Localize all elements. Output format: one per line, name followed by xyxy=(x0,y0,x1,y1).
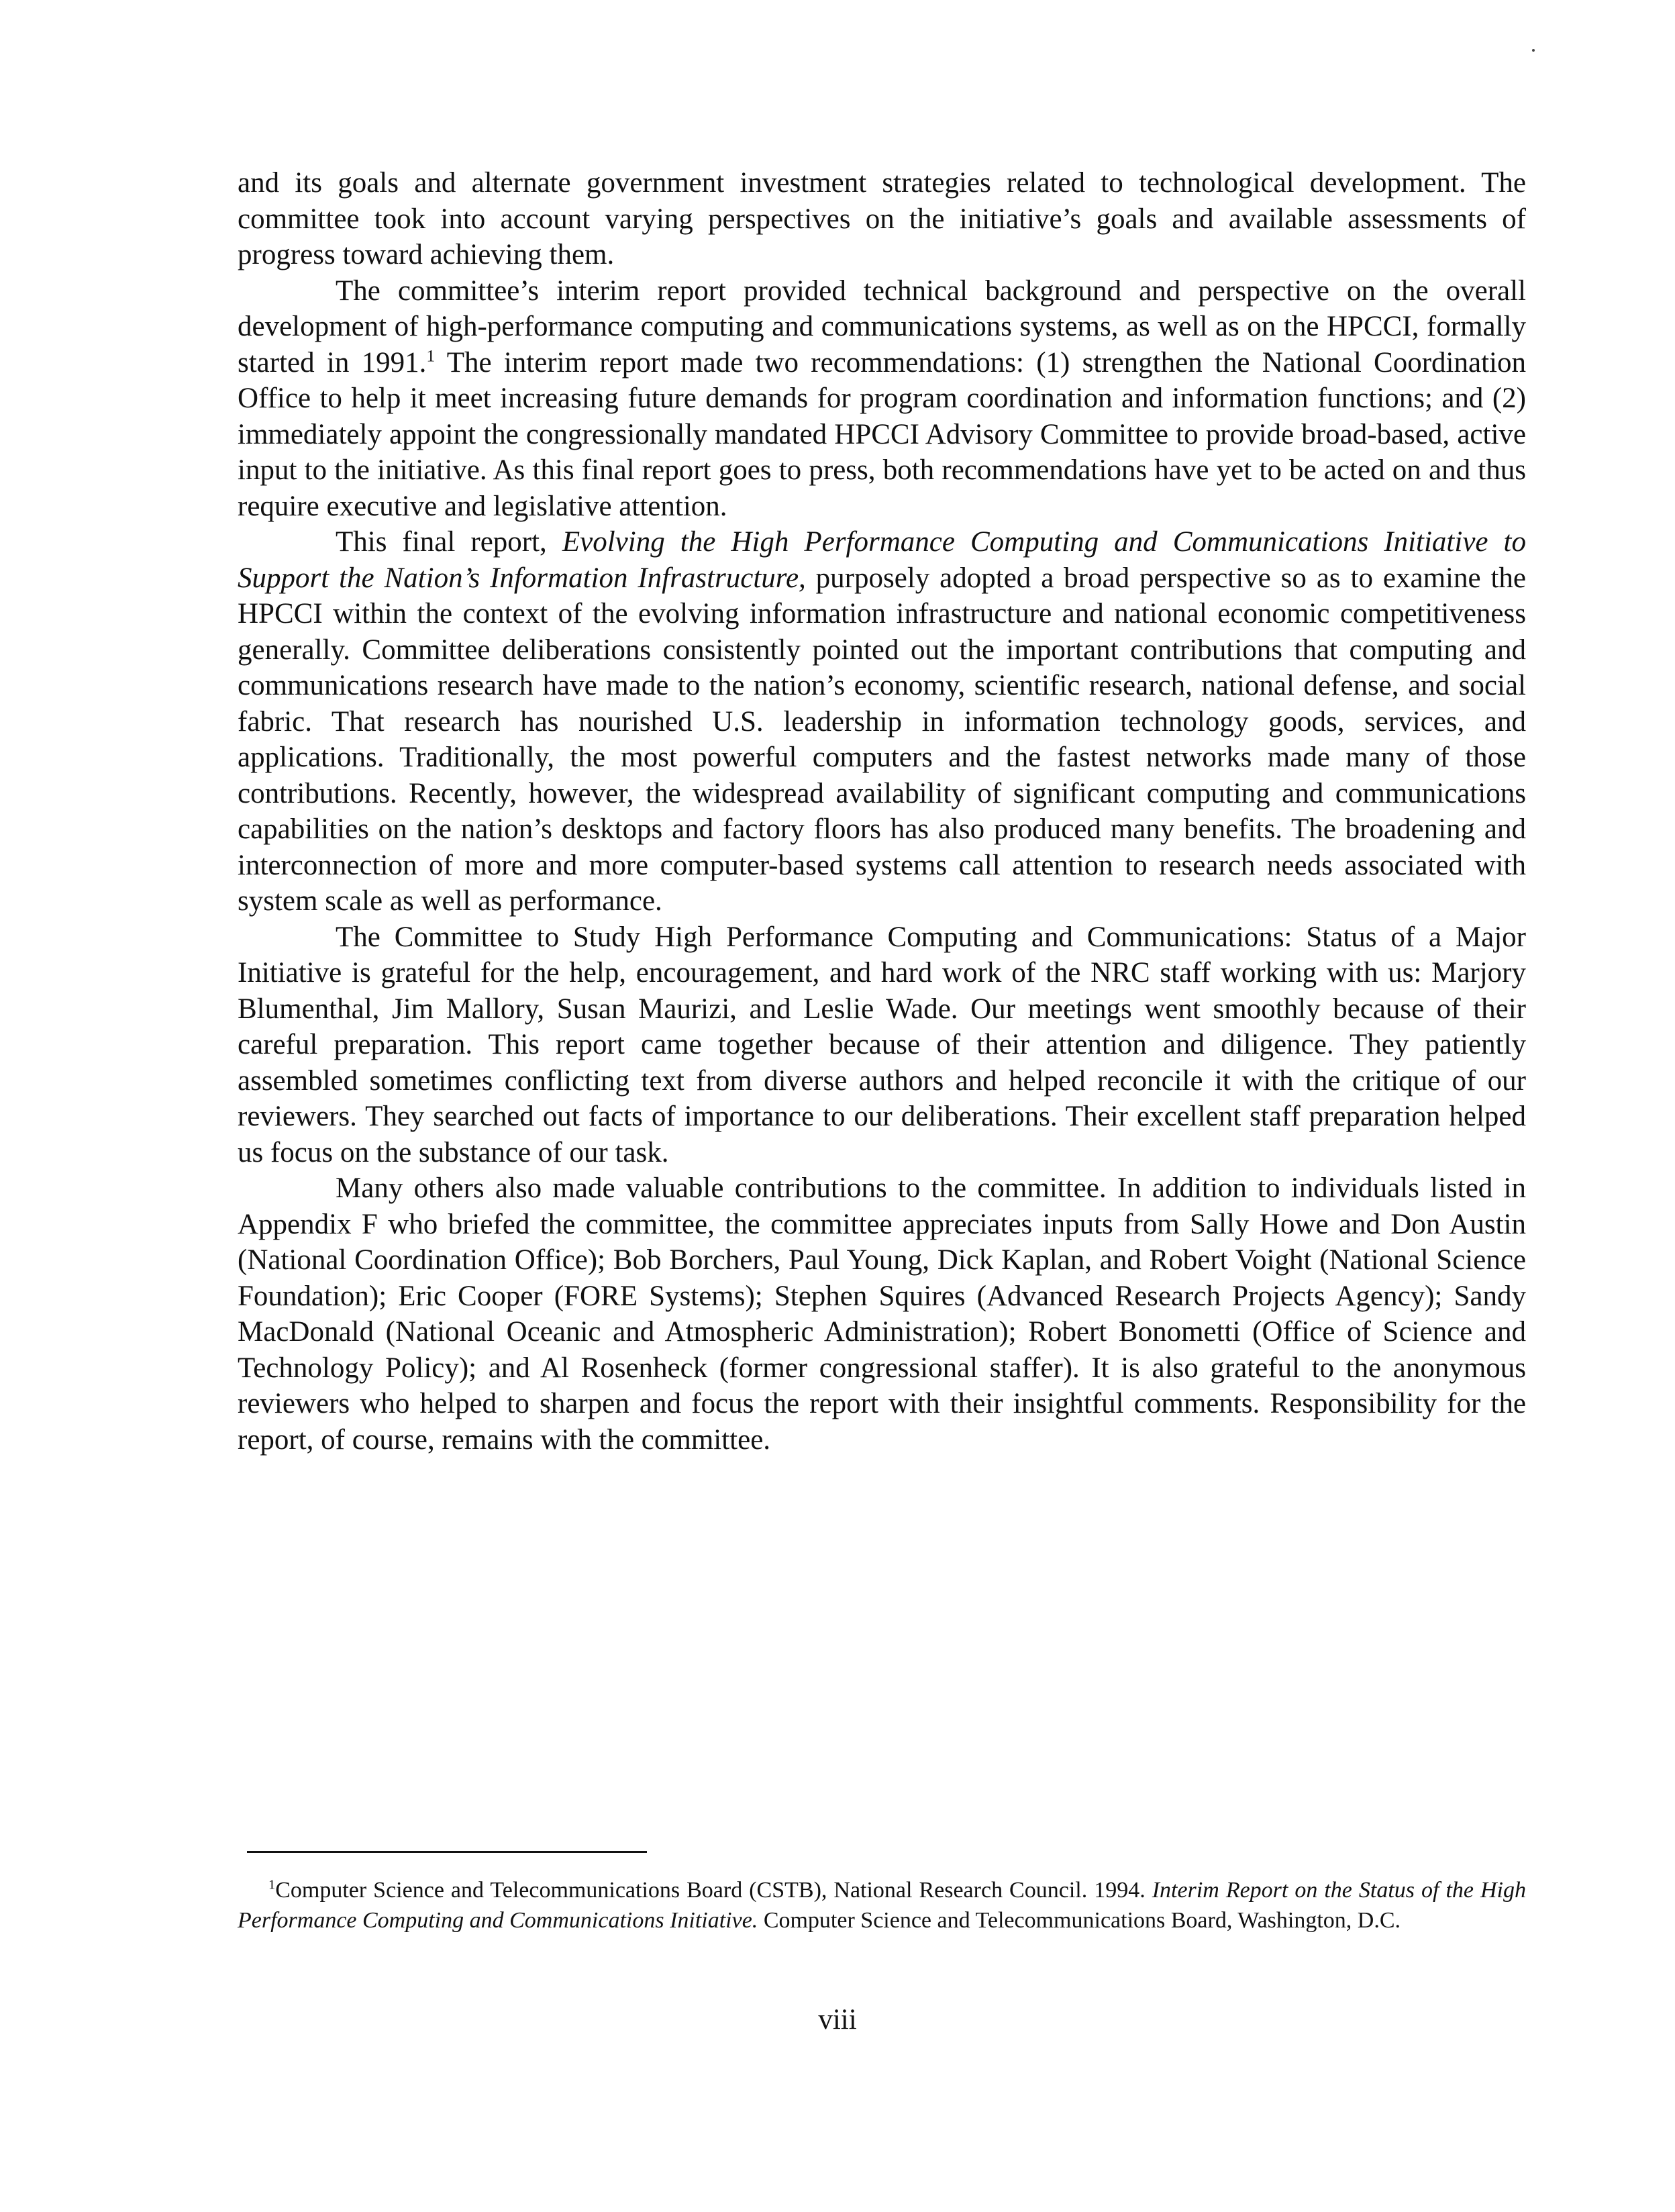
paragraph-5 xyxy=(238,1170,1526,1458)
scan-speck xyxy=(1532,49,1535,52)
paragraph-4-text: The Committee to Study High Performance Computing and Communications: Status of a Major Initiative is grateful for the help, encouragement, and hard work of the NRC staff working with us: Marjory Blumenthal, Jim Mallory, Susan Maurizi, and Leslie Wade. Our meetings went smoothly because of their careful preparation. This report came together because of their attention and diligence. They patiently assembled sometimes conflicting text from diverse authors and helped reconcile it with the critique of our reviewers. They searched out facts of importance to our deliberations. Their excellent staff preparation helped us focus on the substance of our task. xyxy=(238,921,1526,1168)
footnote-text-b: Computer Science and Telecommunications Board, Washington, D.C. xyxy=(758,1908,1401,1933)
paragraph-4 xyxy=(238,919,1526,1171)
paragraph-3-text-a: This final report, xyxy=(336,526,562,558)
paragraph-1-text: and its goals and alternate government investment strategies related to technological development. The committee took into account varying perspectives on the initiative’s goals and available assessments of progress toward achieving them. xyxy=(238,167,1526,270)
paragraph-5-text: Many others also made valuable contributions to the committee. In addition to individuals listed in Appendix F who briefed the committee, the committee appreciates inputs from Sally Howe and Don Austin (National Coordination Office); Bob Borchers, Paul Young, Dick Kaplan, and Robert Voight (National Science Foundation); Eric Cooper (FORE Systems); Stephen Squires (Advanced Research Projects Agency); Sandy MacDonald (National Oceanic and Atmospheric Administration); Robert Bonometti (Office of Science and Technology Policy); and Al Rosenheck (former congressional staffer). It is also grateful to the anonymous reviewers who helped to sharpen and focus the report with their insightful comments. Responsibility for the report, of course, remains with the committee. xyxy=(238,1172,1526,1456)
paragraph-1 xyxy=(238,165,1526,273)
page-number: viii xyxy=(818,2004,857,2035)
footnote-title: Interim Report on the Status of the High Performance Computing and Communications Initiative. xyxy=(238,1878,1526,1933)
footnote-divider xyxy=(247,1851,647,1853)
footnote xyxy=(238,1875,1526,1936)
paragraph-3 xyxy=(238,524,1526,919)
footnote-marker: 1 xyxy=(268,1877,276,1893)
paragraph-2 xyxy=(238,273,1526,525)
footnote-text-a: Computer Science and Telecommunications Board (CSTB), National Research Council. 1994. xyxy=(275,1878,1152,1903)
report-title: Evolving the High Performance Computing and Communications Initiative to Support the Nation’s Information Infrastructure, xyxy=(238,526,1526,594)
body-text xyxy=(238,165,1526,1458)
paragraph-2-text-b: The interim report made two recommendations: (1) strengthen the National Coordination Office to help it meet increasing future demands for program coordination and information functions; and (2) immediately appoint the congressionally mandated HPCCI Advisory Committee to provide broad-based, active input to the initiative. As this final report goes to press, both recommendations have yet to be acted on and thus require executive and legislative attention. xyxy=(238,346,1526,522)
paragraph-2-text-a: The committee’s interim report provided technical background and perspective on the overall development of high-performance computing and communications systems, as well as on the HPCCI, formally started in 1991. xyxy=(238,274,1526,379)
footnote-reference: 1 xyxy=(426,346,436,366)
paragraph-3-text-b: purposely adopted a broad perspective so as to examine the HPCCI within the context of the evolving information infrastructure and national economic competitiveness generally. Committee deliberations consistently pointed out the important contributions that computing and communications research have made to the nation’s economy, scientific research, national defense, and social fabric. That research has nourished U.S. leadership in information technology goods, services, and applications. Traditionally, the most powerful computers and the fastest networks made many of those contributions. Recently, however, the widespread availability of significant computing and communications capabilities on the nation’s desktops and factory floors has also produced many benefits. The broadening and interconnection of more and more computer-based systems call attention to research needs associated with system scale as well as performance. xyxy=(238,562,1526,917)
